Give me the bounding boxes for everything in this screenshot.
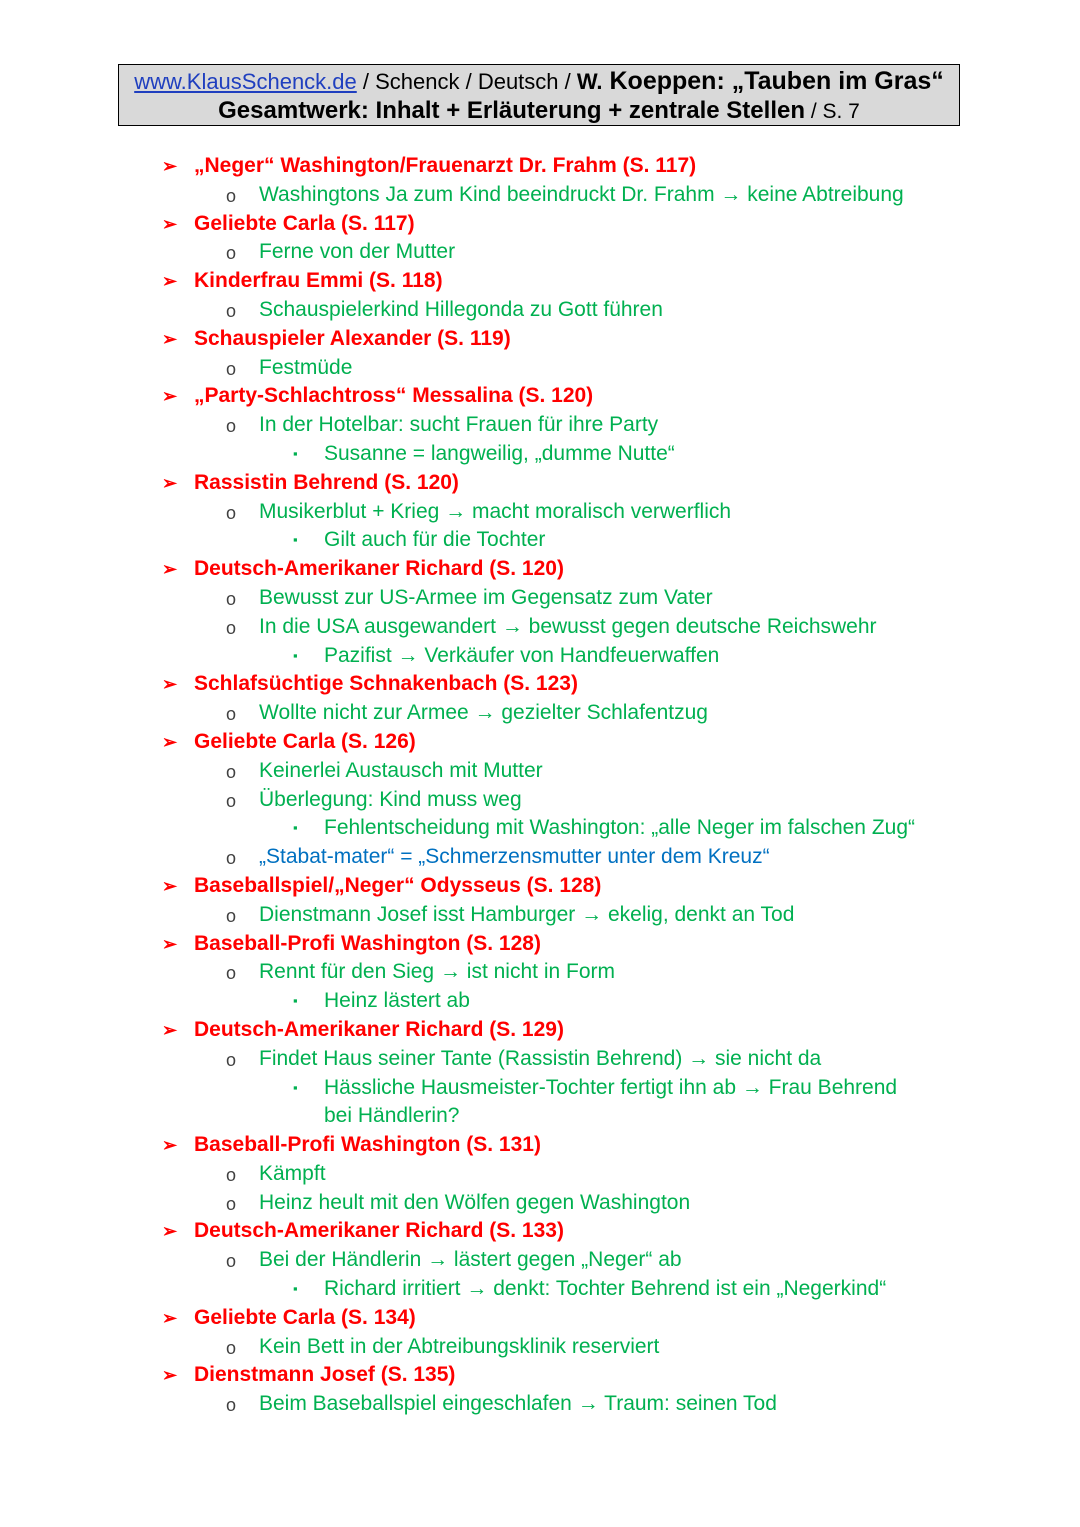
arrow-bullet-icon: ➢: [162, 386, 178, 407]
arrow-bullet-icon: ➢: [162, 1019, 178, 1040]
outline-item: [0, 901, 1080, 930]
item-text: „Neger“ Washington/Frauenarzt Dr. Frahm (S. 117): [194, 154, 697, 177]
arrow-bullet-icon: ➢: [162, 328, 178, 349]
outline-heading: [0, 469, 1080, 498]
circle-bullet-icon: o: [226, 588, 237, 609]
outline-heading: [0, 382, 1080, 411]
square-bullet-icon: ▪: [293, 647, 298, 663]
outline-item: [0, 1390, 1080, 1419]
outline-heading: [0, 728, 1080, 757]
circle-bullet-icon: o: [226, 963, 237, 984]
circle-bullet-icon: o: [226, 300, 237, 321]
square-bullet-icon: ▪: [293, 532, 298, 548]
header-author-initial: W.: [576, 69, 603, 94]
outline-item: [0, 526, 1080, 555]
arrow-bullet-icon: ➢: [162, 156, 178, 176]
item-text: Kämpft: [259, 1161, 326, 1185]
square-bullet-icon: ▪: [293, 1281, 298, 1297]
item-text: Schlafsüchtige Schnakenbach (S. 123): [194, 672, 578, 696]
outline-item: [0, 699, 1080, 728]
item-text: Baseballspiel/„Neger“ Odysseus (S. 128): [194, 873, 602, 897]
item-text: Pazifist → Verkäufer von Handfeuerwaffen: [324, 643, 720, 667]
outline-heading: [0, 872, 1080, 901]
outline-item: [0, 1333, 1080, 1362]
circle-bullet-icon: o: [226, 1251, 237, 1272]
square-bullet-icon: ▪: [293, 445, 298, 461]
outline-item: [0, 354, 1080, 383]
item-text: Baseball-Profi Washington (S. 128): [194, 931, 541, 955]
item-text: Geliebte Carla (S. 117): [194, 211, 415, 235]
outline-heading: [0, 670, 1080, 699]
square-bullet-icon: ▪: [293, 820, 298, 836]
outline-heading: [0, 152, 1080, 181]
outline-item: [0, 1045, 1080, 1074]
outline-item: [0, 411, 1080, 440]
item-text: „Party-Schlachtross“ Messalina (S. 120): [194, 384, 594, 408]
item-text: Bei der Händlerin → lästert gegen „Neger“ ab: [259, 1248, 682, 1272]
item-text: Geliebte Carla (S. 126): [194, 729, 416, 753]
item-text: Richard irritiert → denkt: Tochter Behrend ist ein „Negerkind“: [324, 1277, 887, 1301]
circle-bullet-icon: o: [226, 416, 237, 437]
outline-item: [0, 814, 1080, 843]
outline-item: [0, 238, 1080, 267]
item-text: Kein Bett in der Abtreibungsklinik reserviert: [259, 1334, 660, 1358]
outline-item: [0, 987, 1080, 1016]
arrow-bullet-icon: ➢: [162, 271, 178, 292]
circle-bullet-icon: o: [226, 1337, 237, 1358]
circle-bullet-icon: o: [226, 1395, 237, 1416]
item-text: In die USA ausgewandert → bewusst gegen deutsche Reichswehr: [259, 614, 877, 638]
outline-item: [0, 1189, 1080, 1218]
outline-item: [0, 613, 1080, 642]
arrow-bullet-icon: ➢: [162, 1135, 178, 1156]
circle-bullet-icon: o: [226, 185, 237, 206]
outline-item: [0, 440, 1080, 469]
outline-item: [0, 642, 1080, 671]
item-text: Rassistin Behrend (S. 120): [194, 470, 459, 494]
item-text: bei Händlerin?: [324, 1104, 460, 1128]
circle-bullet-icon: o: [226, 790, 237, 811]
outline-item: [0, 1160, 1080, 1189]
item-text: Rennt für den Sieg → ist nicht in Form: [259, 960, 615, 984]
header-path: / Schenck / Deutsch /: [356, 69, 577, 94]
header-title: Koeppen: „Tauben im Gras“: [602, 67, 944, 95]
item-text: Geliebte Carla (S. 134): [194, 1305, 416, 1329]
circle-bullet-icon: o: [226, 358, 237, 379]
arrow-bullet-icon: ➢: [162, 1221, 178, 1242]
outline-heading: [0, 930, 1080, 959]
item-text: Gilt auch für die Tochter: [324, 528, 546, 552]
outline-heading: [0, 1131, 1080, 1160]
item-text: Bewusst zur US-Armee im Gegensatz zum Vater: [259, 585, 713, 609]
outline-item: [0, 757, 1080, 786]
circle-bullet-icon: o: [226, 848, 237, 869]
item-text: Kinderfrau Emmi (S. 118): [194, 269, 443, 293]
circle-bullet-icon: o: [226, 1164, 237, 1185]
circle-bullet-icon: o: [226, 243, 237, 264]
arrow-bullet-icon: ➢: [162, 674, 178, 695]
item-text: Heinz heult mit den Wölfen gegen Washington: [259, 1190, 691, 1214]
item-text: Deutsch-Amerikaner Richard (S. 129): [194, 1017, 564, 1041]
item-text: Musikerblut + Krieg → macht moralisch verwerflich: [259, 499, 732, 523]
outline-heading: [0, 1217, 1080, 1246]
circle-bullet-icon: o: [226, 761, 237, 782]
item-text: Susanne = langweilig, „dumme Nutte“: [324, 441, 675, 465]
arrow-bullet-icon: ➢: [162, 933, 178, 954]
outline-heading: [0, 1361, 1080, 1390]
circle-bullet-icon: o: [226, 617, 237, 638]
item-text: Fehlentscheidung mit Washington: „alle Neger im falschen Zug“: [324, 816, 916, 840]
header-subtitle: Gesamtwerk: Inhalt + Erläuterung + zentrale Stellen: [218, 97, 805, 124]
item-text: „Stabat-mater“ = „Schmerzensmutter unter dem Kreuz“: [259, 845, 770, 869]
outline-item: [0, 1246, 1080, 1275]
item-text: Wollte nicht zur Armee → gezielter Schlafentzug: [259, 701, 708, 725]
arrow-bullet-icon: ➢: [162, 472, 178, 493]
circle-bullet-icon: o: [226, 704, 237, 725]
outline-item: [0, 181, 1080, 210]
website-link[interactable]: www.KlausSchenck.de: [134, 69, 357, 94]
outline-item: [0, 584, 1080, 613]
item-text: Dienstmann Josef (S. 135): [194, 1363, 456, 1387]
outline-item: [0, 958, 1080, 987]
item-text: Schauspielerkind Hillegonda zu Gott führen: [259, 297, 663, 321]
item-text: Washingtons Ja zum Kind beeindruckt Dr. Frahm → keine Abtreibung: [259, 182, 904, 206]
outline-continuation: [0, 1102, 1080, 1131]
outline-heading: [0, 325, 1080, 354]
outline-heading: [0, 1016, 1080, 1045]
circle-bullet-icon: o: [226, 1193, 237, 1214]
outline-heading: [0, 267, 1080, 296]
item-text: Heinz lästert ab: [324, 989, 470, 1013]
item-text: Baseball-Profi Washington (S. 131): [194, 1133, 541, 1157]
outline-list: [0, 152, 1080, 1419]
page-number: / S. 7: [805, 100, 860, 123]
item-text: Deutsch-Amerikaner Richard (S. 120): [194, 557, 564, 581]
outline-item: [0, 296, 1080, 325]
arrow-bullet-icon: ➢: [162, 731, 178, 752]
circle-bullet-icon: o: [226, 1049, 237, 1070]
item-text: Beim Baseballspiel eingeschlafen → Traum: seinen Tod: [259, 1392, 777, 1416]
outline-item: [0, 843, 1080, 872]
outline-item: [0, 786, 1080, 815]
document-header: [118, 64, 960, 126]
arrow-bullet-icon: ➢: [162, 213, 178, 234]
arrow-bullet-icon: ➢: [162, 559, 178, 580]
item-text: Dienstmann Josef isst Hamburger → ekelig, denkt an Tod: [259, 902, 795, 926]
item-text: Hässliche Hausmeister-Tochter fertigt ihn ab → Frau Behrend: [324, 1075, 898, 1099]
outline-heading: [0, 555, 1080, 584]
outline-heading: [0, 210, 1080, 239]
outline-item: [0, 1074, 1080, 1103]
square-bullet-icon: ▪: [293, 993, 298, 1009]
arrow-bullet-icon: ➢: [162, 1365, 178, 1386]
item-text: Ferne von der Mutter: [259, 240, 456, 264]
circle-bullet-icon: o: [226, 905, 237, 926]
arrow-bullet-icon: ➢: [162, 1307, 178, 1328]
outline-heading: [0, 1304, 1080, 1333]
square-bullet-icon: ▪: [293, 1079, 298, 1095]
item-text: Schauspieler Alexander (S. 119): [194, 326, 511, 350]
item-text: Findet Haus seiner Tante (Rassistin Behrend) → sie nicht da: [259, 1046, 822, 1070]
item-text: In der Hotelbar: sucht Frauen für ihre Party: [259, 413, 659, 437]
item-text: Keinerlei Austausch mit Mutter: [259, 758, 543, 782]
circle-bullet-icon: o: [226, 502, 237, 523]
header-line-2: [119, 96, 959, 126]
arrow-bullet-icon: ➢: [162, 875, 178, 896]
outline-item: [0, 498, 1080, 527]
outline-item: [0, 1275, 1080, 1304]
item-text: Überlegung: Kind muss weg: [259, 787, 522, 811]
item-text: Deutsch-Amerikaner Richard (S. 133): [194, 1219, 564, 1243]
item-text: Festmüde: [259, 355, 353, 379]
header-line-1: [119, 65, 959, 96]
